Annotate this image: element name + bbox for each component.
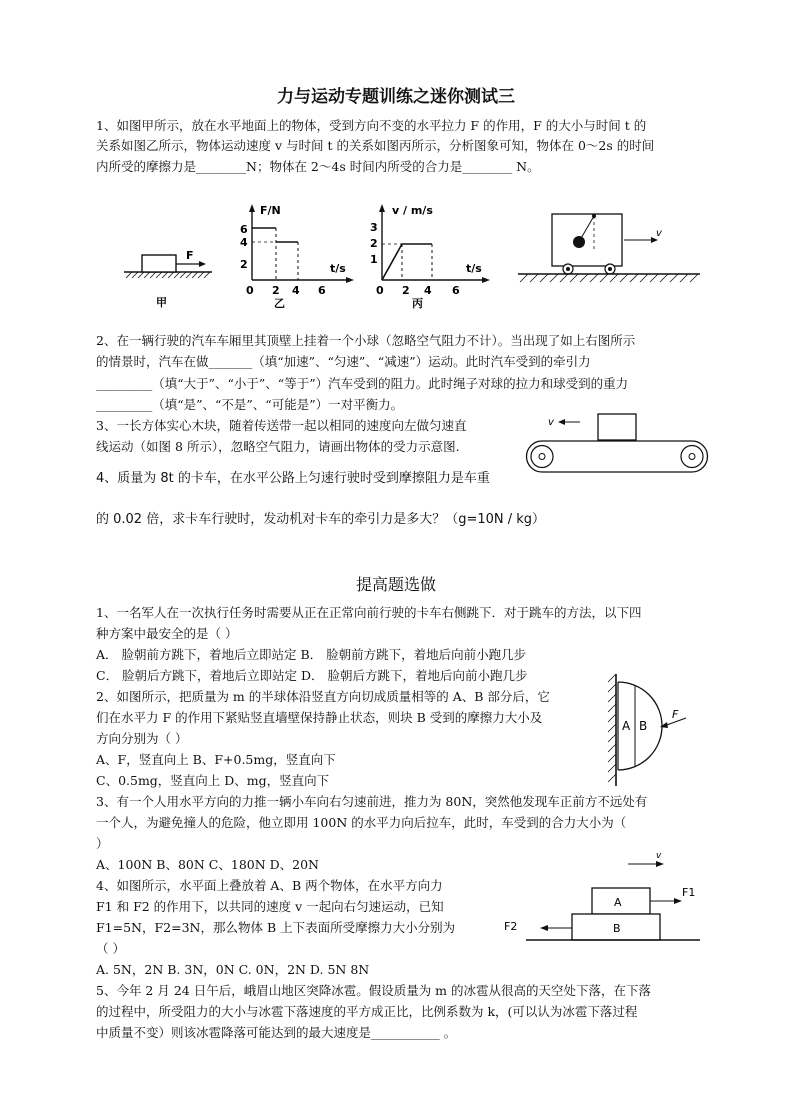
q1-line-2: 关系如图乙所示，物体运动速度 v 与时间 t 的关系如图丙所示，分析图象可知，物体在 0～2s 的时间 <box>96 138 655 153</box>
x-label: t/s <box>330 262 346 275</box>
p2-q2-line-2: 们在水平力 F 的作用下紧贴竖直墙壁保持静止状态，则块 B 受到的摩擦力大小及 <box>96 710 543 725</box>
y-label: v / m/s <box>392 204 433 217</box>
p2-q5-line-3: 中质量不变）则该冰雹降落可能达到的最大速度是___________ 。 <box>96 1025 457 1040</box>
q2-line-2: 的情景时，汽车在做_______（填“加速”、“匀速”、“减速”）运动。此时汽车受到的牵引力 <box>96 354 591 369</box>
p2-q1-line-2: 种方案中最安全的是（ ） <box>96 626 238 641</box>
figure-car <box>514 206 708 292</box>
p2-q2-line-1: 2、如图所示，把质量为 m 的半球体沿竖直方向切成质量相等的 A、B 部分后，它 <box>96 689 550 704</box>
section-title: 提高题选做 <box>355 575 436 594</box>
figure-halfsphere <box>598 670 698 790</box>
x-tick-6: 6 <box>318 284 326 297</box>
page-title: 力与运动专题训练之迷你测试三 <box>277 87 515 107</box>
p2-q5-line-1: 5、今年 2 月 24 日午后，峨眉山地区突降冰雹。假设质量为 m 的冰雹从很高的天空处下落，在下落 <box>96 983 652 998</box>
y-tick-1: 1 <box>370 253 378 266</box>
figure-stacked-blocks <box>500 850 710 950</box>
caption-jia: 甲 <box>156 296 167 309</box>
y-tick-6: 6 <box>240 223 248 236</box>
caption-bing: 丙 <box>412 297 423 310</box>
q2-line-3: _________（填“大于”、“小于”、“等于”）汽车受到的阻力。此时绳子对球的拉力和球受到的重力 <box>96 376 629 391</box>
y-label: F/N <box>260 204 281 217</box>
p2-q4-line-1: 4、如图所示，水平面上叠放着 A、B 两个物体，在水平方向力 <box>96 878 443 893</box>
p2-q2-options-2: C、0.5mg，竖直向上 D、mg，竖直向下 <box>96 773 330 788</box>
p2-q1-options-2: C． 脸朝后方跳下，着地后立即站定 D． 脸朝后方跳下，着地后向前小跑几步 <box>96 668 528 683</box>
p2-q4-line-3: F1=5N，F2=3N，那么物体 B 上下表面所受摩擦力大小分别为 <box>96 920 456 935</box>
q2-line-4: _________（填“是”、“不是”、“可能是”）一对平衡力。 <box>96 397 404 412</box>
figure-conveyor <box>524 408 714 480</box>
p2-q3-line-1: 3、有一个人用水平方向的力推一辆小车向右匀速前进，推力为 80N，突然他发现车正前方不远处有 <box>96 794 648 809</box>
p2-q2-line-3: 方向分别为（ ） <box>96 731 188 746</box>
q4-line-1: 4、质量为 8t 的卡车，在水平公路上匀速行驶时受到摩擦阻力是车重 <box>96 471 490 486</box>
y-tick-2: 2 <box>370 237 378 250</box>
q3-line-1: 3、一长方体实心木块，随着传送带一起以相同的速度向左做匀速直 <box>96 418 467 433</box>
f2-label: F2 <box>504 920 518 933</box>
part-a-label: A <box>622 719 631 733</box>
x-tick-4: 4 <box>292 284 300 297</box>
block-b-label: B <box>613 922 621 935</box>
push-force-label: F <box>672 708 679 721</box>
p2-q4-line-4: （ ） <box>96 941 125 956</box>
figure-jia <box>120 240 220 312</box>
x-tick-2: 2 <box>402 284 410 297</box>
figure-yi <box>238 200 358 312</box>
v-line <box>382 244 432 280</box>
block <box>142 255 176 272</box>
x-label: t/s <box>466 262 482 275</box>
p2-q1-options-1: A． 脸朝前方跳下，着地后立即站定 B． 脸朝前方跳下，着地后向前小跑几步 <box>96 647 527 662</box>
f1-label: F1 <box>682 886 696 899</box>
wood-block <box>598 414 636 440</box>
stack-velocity-label: v <box>656 851 662 861</box>
p2-q2-options-1: A、F，竖直向上 B、F+0.5mg，竖直向下 <box>96 752 336 767</box>
p2-q3-line-2: 一个人，为避免撞人的危险，他立即用 100N 的水平力向后拉车，此时，车受到的合力大小为（ <box>96 815 627 830</box>
figure-bing <box>368 200 494 312</box>
q3-line-2: 线运动（如图 8 所示），忽略空气阻力，请画出物体的受力示意图. <box>96 439 460 454</box>
x-tick-6: 6 <box>452 284 460 297</box>
caption-yi: 乙 <box>274 297 285 310</box>
p2-q3-options: A、100N B、80N C、180N D、20N <box>96 857 319 872</box>
y-tick-3: 3 <box>370 221 378 234</box>
block-a-label: A <box>614 896 622 909</box>
p2-q5-line-2: 的过程中，所受阻力的大小与冰雹下落速度的平方成正比，比例系数为 k，(可以认为冰雹下落过程 <box>96 1004 638 1019</box>
velocity-label: v <box>656 228 662 239</box>
p2-q3-line-3: ） <box>96 836 109 851</box>
y-tick-2: 2 <box>240 258 248 271</box>
q1-line-3: 内所受的摩擦力是________N；物体在 2～4s 时间内所受的合力是________ N。 <box>96 159 540 174</box>
p2-q4-line-2: F1 和 F2 的作用下，以共同的速度 v 一起向右匀速运动，已知 <box>96 899 444 914</box>
part-b-label: B <box>639 719 648 733</box>
car-body <box>552 214 622 266</box>
q1-line-1: 1、如图甲所示，放在水平地面上的物体，受到方向不变的水平拉力 F 的作用，F 的大小与时间 t 的 <box>96 118 647 133</box>
q2-line-1: 2、在一辆行驶的汽车车厢里其顶壁上挂着一个小球（忽略空气阻力不计）。当出现了如上右图所示 <box>96 333 636 348</box>
p2-q4-options: A. 5N，2N B. 3N，0N C. 0N，2N D. 5N 8N <box>96 962 370 977</box>
force-label: F <box>186 249 194 262</box>
belt-velocity-label: v <box>548 417 554 428</box>
x-tick-2: 2 <box>272 284 280 297</box>
p2-q1-line-1: 1、一名军人在一次执行任务时需要从正在正常向前行驶的卡车右侧跳下．对于跳车的方法，以下四 <box>96 605 642 620</box>
y-tick-4: 4 <box>240 236 248 249</box>
x-tick-0: 0 <box>376 284 384 297</box>
x-tick-4: 4 <box>424 284 432 297</box>
q4-line-2: 的 0.02 倍，求卡车行驶时，发动机对卡车的牵引力是多大？（g=10N / kg） <box>96 512 546 527</box>
x-tick-0: 0 <box>246 284 254 297</box>
ball <box>573 236 585 248</box>
